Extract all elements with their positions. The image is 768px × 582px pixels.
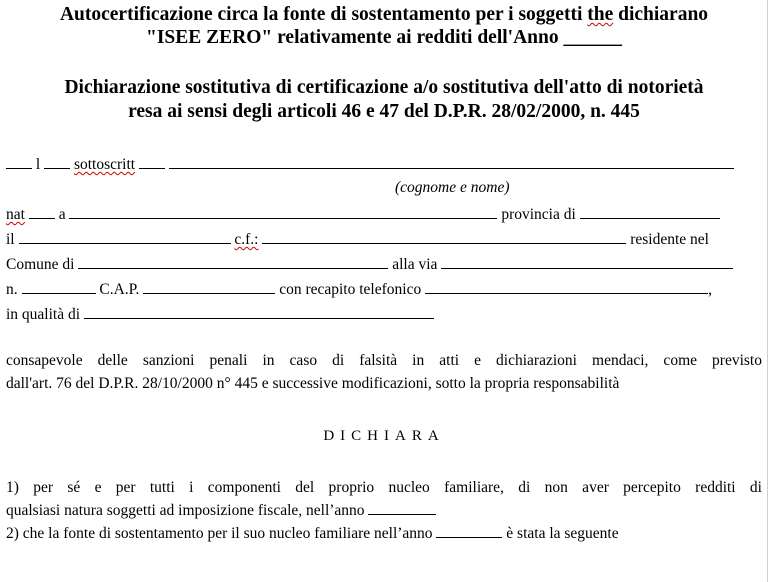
nat-label: nat xyxy=(6,206,25,223)
gender-blank-2[interactable] xyxy=(44,154,70,169)
form-row-cap xyxy=(6,279,712,300)
anno-field-1[interactable] xyxy=(368,500,436,515)
title-text-end: dichiarano xyxy=(613,4,709,25)
cf-label: c.f.: xyxy=(234,231,259,248)
il-label: il xyxy=(6,231,15,248)
document-title-line-1 xyxy=(0,4,768,26)
form-row-qualita xyxy=(6,304,434,325)
codice-fiscale-field[interactable] xyxy=(262,229,626,244)
item-2-text-end: è stata la seguente xyxy=(506,525,619,542)
form-row-nascita xyxy=(6,204,720,225)
dichiarazioni-list xyxy=(6,476,762,545)
comma: , xyxy=(708,281,712,298)
a-label: a xyxy=(58,206,66,223)
cap-field[interactable] xyxy=(143,279,275,294)
item-2-text: 2) che la fonte di sostentamento per il suo nucleo familiare nell’anno xyxy=(6,525,433,542)
item-1-line-2 xyxy=(6,499,762,522)
sottoscritt-label: sottoscritt xyxy=(73,156,136,173)
birthplace-field[interactable] xyxy=(69,204,497,219)
via-label: alla via xyxy=(392,256,438,273)
gender-blank-nat[interactable] xyxy=(29,204,55,219)
birthdate-field[interactable] xyxy=(19,229,231,244)
gender-blank-1[interactable] xyxy=(6,154,32,169)
telefono-field[interactable] xyxy=(425,279,708,294)
qualita-field[interactable] xyxy=(84,304,434,319)
n-label: n. xyxy=(6,281,18,298)
consapevole-line-1: consapevole delle sanzioni penali in caso di falsità in atti e dichiarazioni mendaci, come previsto xyxy=(6,352,762,369)
title-text: Autocertificazione circa la fonte di sostentamento per i soggetti xyxy=(59,4,588,25)
provincia-field[interactable] xyxy=(580,204,720,219)
via-field[interactable] xyxy=(441,254,733,269)
comune-label: Comune di xyxy=(6,256,75,273)
cognome-nome-note: (cognome e nome) xyxy=(395,179,510,196)
comune-field[interactable] xyxy=(78,254,388,269)
spellcheck-word: the xyxy=(587,4,614,25)
form-row-sottoscritto xyxy=(6,154,734,175)
consapevole-line-2: dall'art. 76 del D.P.R. 28/10/2000 n° 445 e successive modificazioni, sotto la propria responsabilità xyxy=(6,375,620,392)
item-1-line-1: 1) per sé e per tutti i componenti del proprio nucleo familiare, di non aver percepito redditi di xyxy=(6,479,762,496)
cap-label: C.A.P. xyxy=(99,281,140,298)
qualita-label: in qualità di xyxy=(6,306,81,323)
document-subtitle-line-2: resa ai sensi degli articoli 46 e 47 del D.P.R. 28/02/2000, n. 445 xyxy=(128,101,640,122)
form-row-cf xyxy=(6,229,709,250)
provincia-label: provincia di xyxy=(501,206,576,223)
consapevole-paragraph xyxy=(6,349,762,395)
gender-blank-3[interactable] xyxy=(139,154,165,169)
residente-label: residente nel xyxy=(630,231,709,248)
document-title-line-2: "ISEE ZERO" relativamente ai redditi dell'Anno ______ xyxy=(146,27,622,48)
civic-number-field[interactable] xyxy=(22,279,96,294)
form-row-comune xyxy=(6,254,733,275)
document-subtitle-line-1: Dichiarazione sostitutiva di certificazione a/o sostitutiva dell'atto di notorietà xyxy=(64,77,704,98)
item-1-text: qualsiasi natura soggetti ad imposizione fiscale, nell’anno xyxy=(6,502,365,519)
item-2 xyxy=(6,522,762,545)
l-label: l xyxy=(35,156,41,173)
dichiara-heading: DICHIARA xyxy=(323,428,445,444)
recapito-label: con recapito telefonico xyxy=(279,281,422,298)
anno-field-2[interactable] xyxy=(436,523,502,538)
name-field[interactable] xyxy=(169,154,734,169)
